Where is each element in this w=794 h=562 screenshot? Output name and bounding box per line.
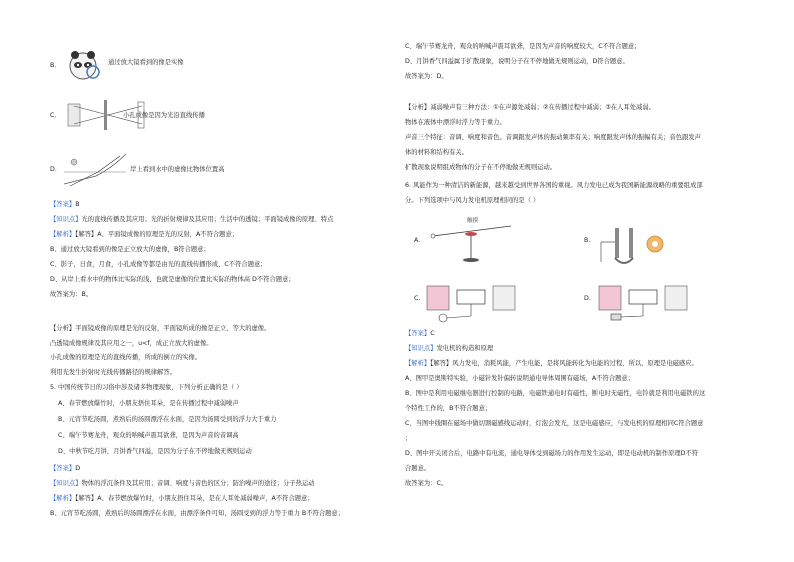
option-b-letter: B．: [50, 62, 61, 69]
q5-analysis-line: B、元宵节吃汤圆，煮熟后的汤圆漂浮在水面，由漂浮条件可知，汤圆受到的浮力等于重力 B不符合题意；: [50, 510, 345, 517]
q4-fenxi-line: 小孔成像的原理是光的直线传播，所成的倒立的实像。: [50, 354, 202, 361]
q4-analysis-line: D、从岸上看水中的物体比实际的浅，也就是虚像的位置比实际的物体高 D不符合题意；: [50, 276, 295, 283]
q4-fenxi-line: 【分析】平面镜成像的原理是光的反射，平面镜所成的像是正立、等大的虚像。: [50, 325, 271, 332]
top-line: C、端午节赛龙舟，观众的呐喊声震耳欲聋，是因为声音的响度较大，C不符合题意；: [405, 43, 641, 50]
answer-label: 【答案】: [50, 201, 76, 208]
top-line: D、月饼香气四溢属于扩散现象，说明分子在不停地做无规则运动，D符合题意。: [405, 58, 629, 65]
top-line: 故答案为：D。: [405, 73, 448, 80]
q4-analysis-line: [50, 231, 238, 239]
option-d-letter: D．: [50, 166, 62, 173]
option-a-figure: [427, 210, 517, 270]
fig-a-label: 触摸: [467, 218, 479, 224]
option-b2-figure: [597, 222, 667, 270]
option-b-figure: [67, 48, 101, 82]
q5-answer: [50, 465, 80, 473]
q4-analysis-line: 故答案为：B。: [50, 291, 93, 298]
option-c-text: 小孔成像是因为光沿直线传播: [123, 112, 205, 119]
answer-label: 【答案】: [50, 465, 76, 472]
q5-stem: 5. 中国传统节日的习俗中涉及诸多物理现象，下列分析正确的是（ ）: [50, 384, 243, 391]
option-d2-figure: [597, 276, 693, 324]
analysis-label: 【解析】: [50, 231, 76, 238]
q4-fenxi-line: 凸透镜成像规律及其应用之一，u<f，成正立放大的虚像。: [50, 340, 213, 347]
q6-knowledge: [405, 345, 493, 353]
option-c-letter: C．: [50, 112, 61, 119]
q4-analysis-line: B、通过放大镜看到的像是正立放大的虚像，B符合题意；: [50, 246, 210, 253]
knowledge-text: 光的直线传播及其应用；光的折射规律及其应用；生活中的透镜；平面镜成像的原理、特点: [81, 216, 334, 223]
fenxi-line: 体的材料和结构有关。: [405, 149, 468, 156]
answer-value: D: [75, 465, 81, 472]
q6-analysis-line: 个特性工作的，B不符合题意；: [405, 405, 492, 412]
q5-knowledge: [50, 480, 314, 488]
q4-answer: [50, 201, 80, 209]
analysis-text: 【解答】风力发电，消耗风能，产生电能，是将风能转化为电能的过程，所以，原理是电磁感应。: [430, 360, 698, 367]
q6-analysis-line: 故答案为：C。: [405, 480, 448, 487]
q6-analysis-line: C、当图中线圈在磁场中做切割磁感线运动时，灯泡会发光，这是电磁感应，与发电机的原理相同C符合题意: [405, 420, 704, 427]
knowledge-label: 【知识点】: [405, 345, 437, 352]
q5-option-d: D、中秋节吃月饼，月饼香气四溢，是因为分子在不停地做无规则运动: [58, 448, 252, 455]
q4-analysis-line: C、影子，日食，月食，小孔成像等都是由光的直线传播形成，C不符合题意；: [50, 261, 267, 268]
fenxi-line: 物体在液体中漂浮时浮力等于重力。: [405, 119, 506, 126]
q5-option-a: A、春节燃放爆竹时，小朋友捂住耳朵，是在传播过程中减弱噪声: [58, 400, 239, 407]
fenxi-line: 【分析】减弱噪声有三种方法：①在声源处减弱；②在传播过程中减弱；③在人耳处减弱。: [405, 104, 655, 111]
q6-stem: 6. 风能作为一种清洁的新能源，越来越受到世界各国的重视。风力发电已成为我国新能源战略的重要组成部: [405, 182, 703, 189]
q6-option-d-letter: D.: [584, 295, 591, 302]
refraction-shore-icon: [62, 150, 128, 192]
fenxi-line: 扩散现象说明组成物体的分子在不停地做无规则运动。: [405, 164, 557, 171]
q4-fenxi-line: 利用光发生折射时光线传播路径的规律解答。: [50, 369, 176, 376]
q6-stem: 分。下列选项中与风力发电机原理相同的是（ ）: [405, 197, 540, 204]
electromagnet-relay-icon: [597, 222, 667, 270]
q4-knowledge: [50, 216, 333, 224]
option-d-text: 岸上看到水中的虚像比物体位置高: [130, 166, 225, 173]
knowledge-label: 【知识点】: [50, 480, 82, 487]
q6-analysis-line: [405, 360, 698, 368]
q6-analysis-line: 合题意。: [405, 465, 431, 472]
option-b-text: 通过放大镜看到的像是实像: [108, 59, 184, 66]
option-c2-figure: [425, 276, 521, 324]
q6-option-b-letter: B.: [584, 237, 591, 244]
q5-option-c: C、端午节赛龙舟，观众的呐喊声震耳欲聋，是因为声音的音调高: [58, 432, 239, 439]
fenxi-line: 声音三个特征：音调、响度和音色。音调跟发声体的振动频率有关；响度跟发声体的振幅有关；音色跟发声: [405, 134, 701, 141]
option-d-figure: [62, 150, 128, 192]
analysis-label: 【解析】: [405, 360, 431, 367]
answer-label: 【答案】: [405, 330, 431, 337]
q5-analysis-line: [50, 495, 314, 503]
answer-value: C: [430, 330, 435, 337]
knowledge-text: 发电机的构造和原理: [436, 345, 494, 352]
analysis-text: 【解答】A、春节燃放爆竹时，小朋友捂住耳朵，是在人耳处减弱噪声，A不符合题意；: [75, 495, 314, 502]
analysis-text: 【解答】A、平面镜成像的原理是光的反射，A不符合题意；: [75, 231, 239, 238]
panda-magnifier-icon: [67, 48, 101, 82]
oersted-experiment-icon: [427, 210, 517, 270]
q6-option-c-letter: C.: [414, 295, 421, 302]
q6-analysis-line: ；: [405, 435, 412, 442]
q6-analysis-line: A、图甲是奥斯特实验，小磁针发针偏转说明通电导体周围有磁场，A不符合题意；: [405, 375, 635, 382]
analysis-label: 【解析】: [50, 495, 76, 502]
knowledge-label: 【知识点】: [50, 216, 82, 223]
generator-coil-icon: [425, 276, 521, 324]
q6-answer: [405, 330, 435, 338]
knowledge-text: 物体的浮沉条件及其应用；音调、响度与音色的区分；防治噪声的途径；分子热运动: [81, 480, 315, 487]
q6-option-a-letter: A.: [414, 237, 421, 244]
q6-analysis-line: B、图中是利用电磁继电器进行控制的电路，电磁铁通电时有磁性，断电时无磁性，电铃就是利用电磁铁的这: [405, 390, 706, 397]
answer-value: B: [75, 201, 80, 208]
q5-option-b: B、元宵节吃汤圆，煮熟后的汤圆漂浮在水面，是因为汤圆受到的浮力大于重力: [58, 416, 277, 423]
q6-analysis-line: D、图中开关闭合后，电路中有电流，通电导体受到磁场力的作用发生运动，即是电动机的制作原理D不符: [405, 450, 699, 457]
motor-coil-icon: [597, 276, 693, 324]
